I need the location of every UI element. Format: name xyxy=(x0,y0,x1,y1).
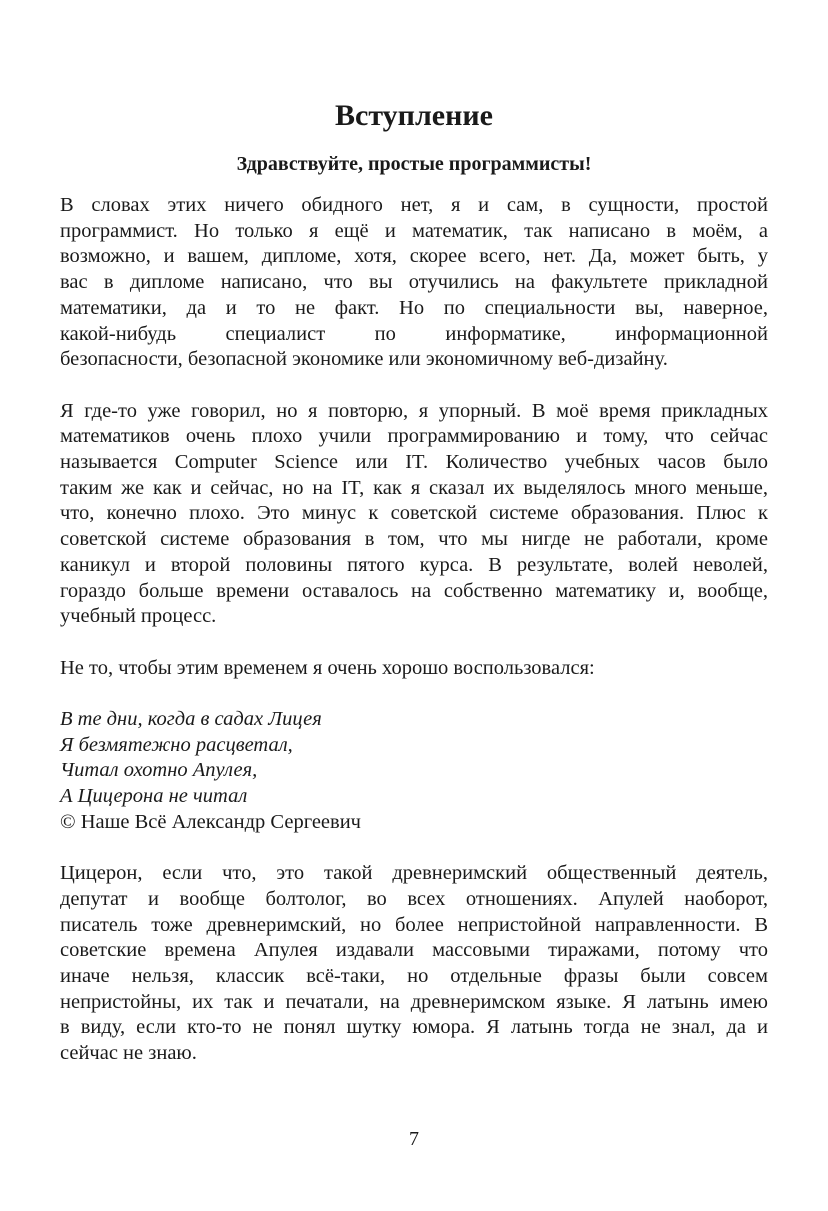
text-line: безопасности, безопасной экономике или экономичному веб-дизайну. xyxy=(60,348,668,371)
text-line: называется Computer Science или IT. Количество учебных часов было xyxy=(60,451,768,474)
paragraph-2 xyxy=(60,399,768,630)
text-line: возможно, и вашем, дипломе, хотя, скорее всего, нет. Да, может быть, у xyxy=(60,245,768,268)
text-line: писатель тоже древнеримский, но более непристойной направленности. В xyxy=(60,913,768,936)
text-line: каникул и второй половины пятого курса. В результате, волей неволей, xyxy=(60,553,768,576)
poem-line: В те дни, когда в садах Лицея xyxy=(60,708,322,731)
text-line: В словах этих ничего обидного нет, я и сам, в сущности, простой xyxy=(60,194,768,216)
text-line: непристойны, их так и печатали, на древнеримском языке. Я латынь имею xyxy=(60,990,768,1013)
text-line: таким же как и сейчас, но на IT, как я сказал их выделялось много меньше, xyxy=(60,476,768,499)
page-number: 7 xyxy=(409,1128,419,1150)
text-line: Цицерон, если что, это такой древнеримский общественный деятель, xyxy=(60,862,768,885)
text-line: Я где-то уже говорил, но я повторю, я упорный. В моё время прикладных xyxy=(60,399,768,422)
text-line: какой-нибудь специалист по информатике, информационной xyxy=(60,322,768,345)
poem-line: Читал охотно Апулея, xyxy=(60,759,258,782)
poem-line: Я безмятежно расцветал, xyxy=(60,733,293,756)
text-line: вас в дипломе написано, что вы отучились на факультете прикладной xyxy=(60,271,768,294)
chapter-title: Вступление xyxy=(335,99,493,132)
text-line: математики, да и то не факт. Но по специальности вы, наверное, xyxy=(60,296,768,319)
text-line: иначе нельзя, классик всё-таки, но отдельные фразы были совсем xyxy=(60,965,768,988)
paragraph-4 xyxy=(60,861,768,1067)
text-line: советские времена Апулея издавали массовыми тиражами, потому что xyxy=(60,939,768,962)
poem-attribution: © Наше Всё Александр Сергеевич xyxy=(60,810,361,833)
text-line: что, конечно плохо. Это минус к советской системе образования. Плюс к xyxy=(60,502,768,525)
text-line: Не то, чтобы этим временем я очень хорошо воспользовался: xyxy=(60,656,595,679)
poem-quote xyxy=(60,707,768,836)
text-line: учебный процесс. xyxy=(60,605,217,628)
text-line: гораздо больше времени оставалось на собственно математику и, вообще, xyxy=(60,579,768,602)
text-line: математиков очень плохо учили программированию и тому, что сейчас xyxy=(60,425,768,448)
poem-line: А Цицерона не читал xyxy=(60,785,248,808)
text-line: в виду, если кто-то не понял шутку юмора. Я латынь тогда не знал, да и xyxy=(60,1016,768,1039)
body-text xyxy=(60,193,768,1093)
text-line: сейчас не знаю. xyxy=(60,1042,197,1065)
paragraph-3 xyxy=(60,656,768,682)
text-line: советской системе образования в том, что мы нигде не работали, кроме xyxy=(60,528,768,551)
paragraph-1 xyxy=(60,193,768,373)
text-line: депутат и вообще болтолог, во всех отношениях. Апулей наоборот, xyxy=(60,887,768,910)
text-line: программист. Но только я ещё и математик, так написано в моём, а xyxy=(60,219,768,242)
chapter-subtitle: Здравствуйте, простые программисты! xyxy=(236,153,592,175)
